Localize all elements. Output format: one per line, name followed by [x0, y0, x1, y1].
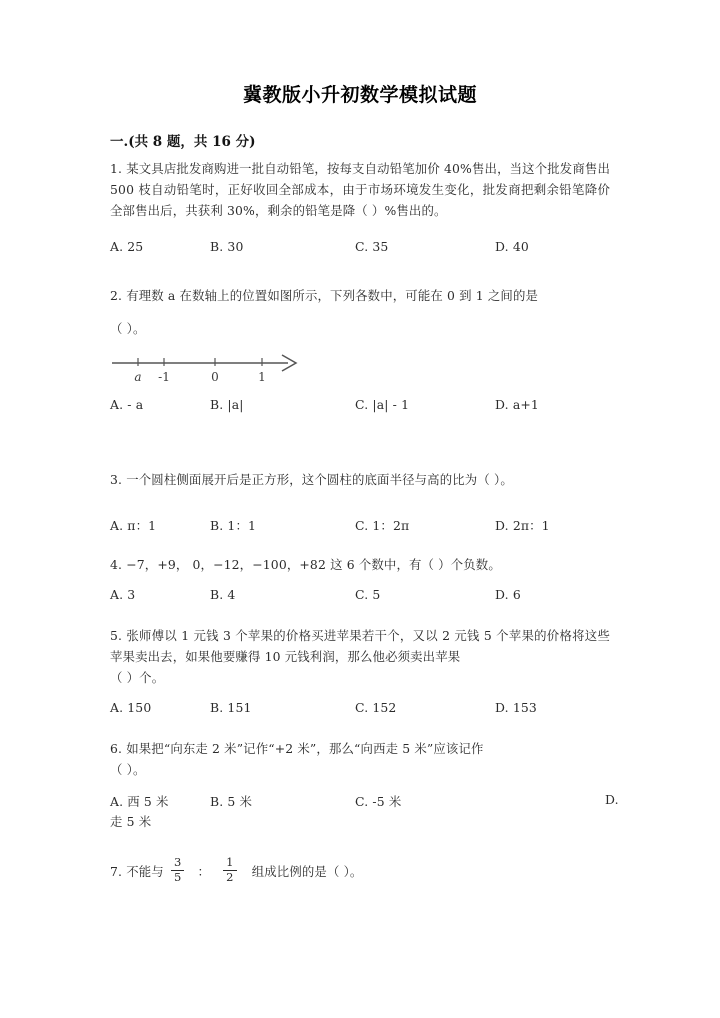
option-b[interactable]: B. 30	[210, 239, 244, 254]
question-5-text-continued: （ ）个。	[110, 670, 165, 685]
question-6-options	[110, 792, 619, 832]
spacer	[110, 490, 610, 516]
option-a[interactable]: A. 150	[110, 700, 152, 715]
question-7	[110, 855, 610, 884]
option-d[interactable]: D. 6	[495, 587, 521, 602]
option-c[interactable]: C. 1：2π	[355, 518, 410, 533]
option-a[interactable]: A. 西 5 米	[110, 794, 169, 809]
question-5-text: 5. 张师傅以 1 元钱 3 个苹果的价格买进苹果若干个，又以 2 元钱 5 个苹果的价格将这些苹果卖出去，如果他要赚得 10 元钱利润，那么他必须卖出苹果	[110, 628, 610, 664]
question-4-options	[110, 587, 610, 607]
question-1	[110, 158, 610, 259]
option-c[interactable]: C. -5 米	[355, 794, 402, 809]
spacer	[110, 832, 610, 858]
option-b[interactable]: B. 151	[210, 700, 252, 715]
option-b[interactable]: B. 5 米	[210, 794, 253, 809]
page-title: 冀教版小升初数学模拟试题	[242, 84, 477, 106]
spacer	[110, 607, 610, 625]
option-d-wrapped-text[interactable]: 走 5 米	[110, 814, 152, 829]
question-6-text-continued: （ ）。	[110, 762, 146, 777]
ratio-symbol: ：	[197, 863, 211, 879]
option-a[interactable]: A. ‑ a	[110, 397, 144, 412]
option-d[interactable]: D. a+1	[495, 397, 539, 412]
section-heading: 一.(共 8 题，共 16 分)	[110, 134, 256, 150]
question-7-text-after: 组成比例的是（ ）。	[251, 863, 363, 879]
spacer	[110, 221, 610, 239]
question-3	[110, 469, 610, 536]
option-d[interactable]: D. 2π：1	[495, 518, 550, 533]
option-a[interactable]: A. 25	[110, 239, 144, 254]
spacer	[110, 306, 610, 318]
option-b[interactable]: B. 4	[210, 587, 236, 602]
question-3-options	[110, 516, 610, 536]
spacer	[110, 259, 610, 285]
question-2-text: 2. 有理数 a 在数轴上的位置如图所示，下列各数中，可能在 0 到 1 之间的是	[110, 288, 539, 303]
option-a[interactable]: A. 3	[110, 587, 136, 602]
option-c[interactable]: C. 5	[355, 587, 381, 602]
svg-text:-1: -1	[158, 370, 170, 384]
spacer	[110, 720, 610, 738]
question-6-text: 6. 如果把“向东走 2 米”记作“+2 米”，那么“向西走 5 米”应该记作	[110, 741, 484, 756]
question-5-options	[110, 700, 610, 720]
question-3-text: 3. 一个圆柱侧面展开后是正方形，这个圆柱的底面半径与高的比为（ ）。	[110, 472, 513, 487]
svg-text:a: a	[134, 370, 142, 384]
spacer	[110, 688, 610, 700]
svg-text:1: 1	[258, 370, 266, 384]
number-line-diagram	[110, 345, 310, 393]
spacer	[110, 536, 610, 554]
fraction-denominator: 5	[173, 869, 182, 884]
option-d[interactable]: D. 153	[495, 700, 537, 715]
option-c[interactable]: C. 35	[355, 239, 389, 254]
option-c[interactable]: C. |a| ‑ 1	[355, 397, 410, 412]
svg-text:0: 0	[211, 370, 219, 384]
question-2-figure	[110, 345, 610, 397]
question-1-options	[110, 239, 610, 259]
question-2-options	[110, 397, 610, 417]
fraction-denominator: 2	[226, 869, 234, 884]
question-1-text: 1. 某文具店批发商购进一批自动铅笔，按每支自动铅笔加价 40%售出，当这个批发商售出 500 枝自动铅笔时，正好收回全部成本，由于市场环境发生变化，批发商把剩余铅笔降价全部售出后，共获利 30%，剩余的铅笔是降（ ）%售出的。	[110, 161, 610, 218]
spacer	[110, 451, 610, 469]
fraction-numerator: 3	[171, 857, 184, 871]
question-7-text	[110, 855, 610, 884]
option-d[interactable]: D. 40	[495, 239, 529, 254]
fraction-numerator: 1	[223, 857, 236, 871]
question-2-text-continued: （ ）。	[110, 321, 146, 336]
question-4-text: 4. −7，+9， 0，−12，−100，+82 这 6 个数中，有（ ）个负数。	[110, 557, 501, 572]
fraction-one-half	[223, 857, 236, 883]
spacer	[110, 575, 610, 587]
option-a[interactable]: A. π：1	[110, 518, 157, 533]
question-2	[110, 285, 610, 417]
option-b[interactable]: B. 1：1	[210, 518, 257, 533]
spacer	[110, 417, 610, 451]
question-7-text-before: 7. 不能与	[110, 863, 164, 879]
option-b[interactable]: B. |a|	[210, 397, 244, 412]
questions-container	[110, 158, 619, 884]
option-d[interactable]: D.	[605, 792, 619, 807]
question-4	[110, 554, 610, 607]
question-5	[110, 625, 610, 720]
spacer	[110, 780, 610, 792]
fraction-three-fifths	[171, 857, 184, 883]
question-6	[110, 738, 619, 832]
option-c[interactable]: C. 152	[355, 700, 397, 715]
